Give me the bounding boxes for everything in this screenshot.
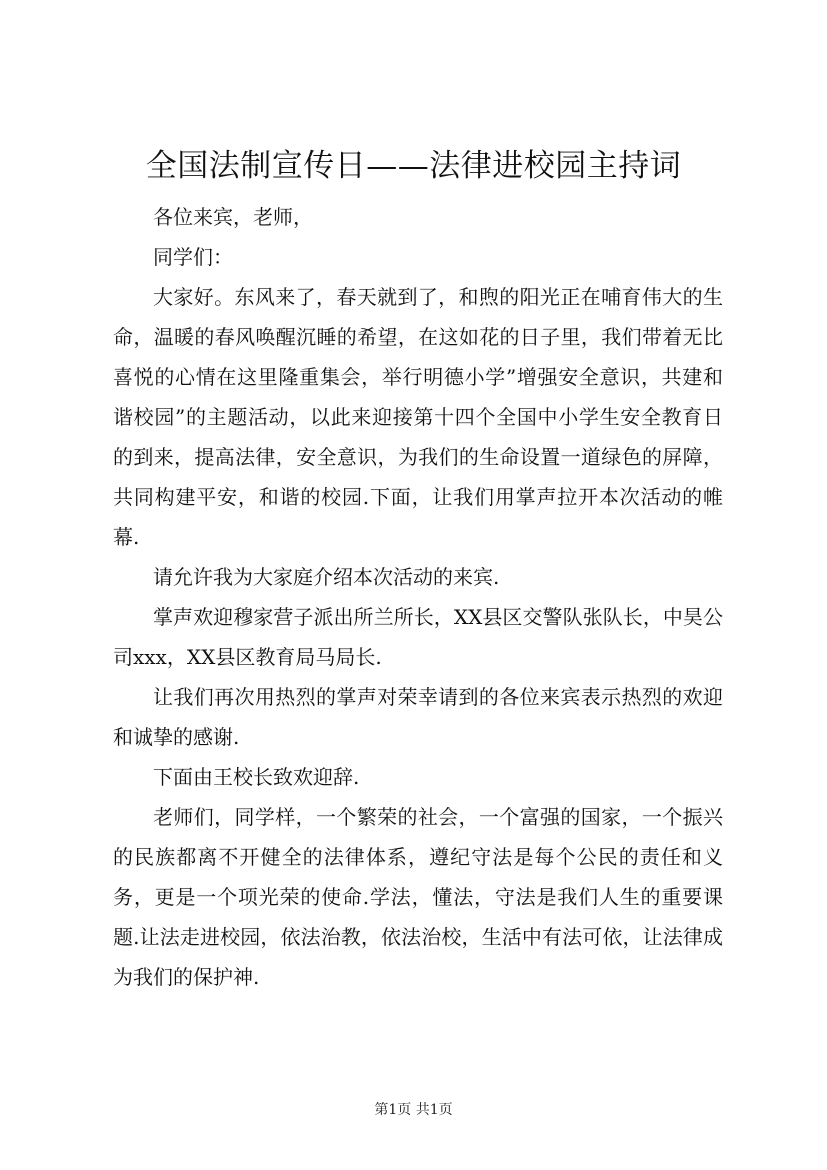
paragraph-introduce-guests: 请允许我为大家庭介绍本次活动的来宾.	[153, 565, 500, 589]
paragraph-students: 同学们：	[153, 245, 233, 269]
paragraph-greeting: 各位来宾，老师，	[153, 205, 313, 229]
paragraph-opening: 大家好。东风来了，春天就到了，和煦的阳光正在哺育伟大的生命，温暖的春风唤醒沉睡的希望，在这如花的日子里，我们带着无比喜悦的心情在这里隆重集会，举行明德小学”增强安全意识，共建和谐校园”的主题活动，以此来迎接第十四个全国中小学生安全教育日的到来，提高法律，安全意识，为我们的生命设置一道绿色的屏障，共同构建平安，和谐的校园.下面，让我们用掌声拉开本次活动的帷幕.	[113, 285, 723, 549]
document-title: 全国法制宣传日——法律进校园主持词	[145, 148, 682, 184]
paragraph-principal: 下面由王校长致欢迎辞.	[153, 765, 360, 789]
page-number-footer: 第1页 共1页	[374, 1102, 453, 1118]
paragraph-law-importance: 老师们，同学样，一个繁荣的社会，一个富强的国家，一个振兴的民族都离不开健全的法律体系，遵纪守法是每个公民的责任和义务，更是一个项光荣的使命.学法，懂法，守法是我们人生的重要课题.让法走进校园，依法治教，依法治校，生活中有法可依，让法律成为我们的保护神.	[113, 805, 723, 989]
paragraph-welcome-guests: 掌声欢迎穆家营子派出所兰所长，XX县区交警队张队长，中昊公司xxx，XX县区教育局马局长.	[113, 605, 723, 669]
paragraph-thanks: 让我们再次用热烈的掌声对荣幸请到的各位来宾表示热烈的欢迎和诚挚的感谢.	[113, 685, 723, 749]
document-body	[113, 197, 723, 997]
